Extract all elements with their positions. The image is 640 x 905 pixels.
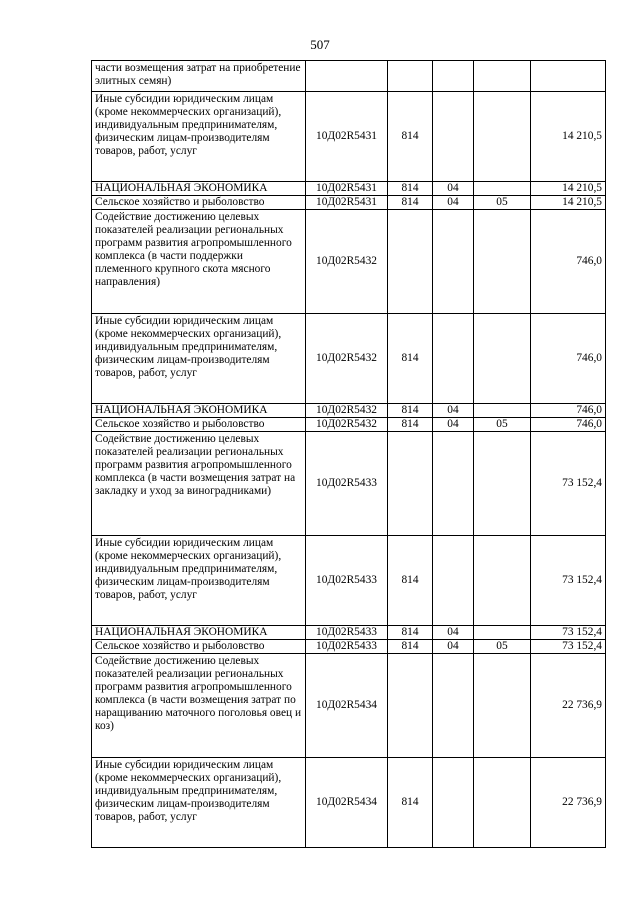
row-rz [433,654,474,758]
table-row [92,758,606,848]
row-pr [474,432,531,536]
row-rz [433,432,474,536]
row-amount: 22 736,9 [531,654,606,758]
row-name: Содействие достижению целевых показателей реализации региональных программ развития агропромышленного комплекса (в части поддержки племенного крупного скота мясного направления) [92,210,306,314]
table-row [92,418,606,432]
row-name: Сельское хозяйство и рыболовство [92,640,306,654]
row-amount: 73 152,4 [531,432,606,536]
row-amount: 746,0 [531,404,606,418]
row-pr [474,626,531,640]
row-rz [433,314,474,404]
table-row [92,626,606,640]
table-row [92,61,606,92]
row-vr: 814 [388,404,433,418]
row-vr: 814 [388,536,433,626]
row-amount: 14 210,5 [531,196,606,210]
row-code: 10Д02R5432 [306,314,388,404]
row-rz: 04 [433,404,474,418]
row-vr [388,654,433,758]
row-pr [474,92,531,182]
table-row [92,314,606,404]
row-name: Иные субсидии юридическим лицам (кроме некоммерческих организаций), индивидуальным предпринимателям, физическим лицам-производителям товаров, работ, услуг [92,536,306,626]
row-name: Содействие достижению целевых показателей реализации региональных программ развития агропромышленного комплекса (в части возмещения затрат по наращиванию маточного поголовья овец и коз) [92,654,306,758]
row-pr [474,758,531,848]
row-vr: 814 [388,626,433,640]
row-rz: 04 [433,196,474,210]
row-code: 10Д02R5432 [306,210,388,314]
table-row [92,182,606,196]
table-row [92,640,606,654]
row-code: 10Д02R5431 [306,182,388,196]
row-amount: 746,0 [531,418,606,432]
row-pr [474,210,531,314]
row-vr: 814 [388,182,433,196]
row-amount: 73 152,4 [531,626,606,640]
row-vr: 814 [388,418,433,432]
row-code: 10Д02R5432 [306,418,388,432]
row-name: НАЦИОНАЛЬНАЯ ЭКОНОМИКА [92,182,306,196]
row-vr: 814 [388,758,433,848]
row-rz [433,61,474,92]
row-code: 10Д02R5434 [306,654,388,758]
table-row [92,404,606,418]
row-name: части возмещения затрат на приобретение элитных семян) [92,61,306,92]
row-rz [433,92,474,182]
row-code: 10Д02R5433 [306,640,388,654]
row-vr: 814 [388,92,433,182]
row-amount [531,61,606,92]
row-name: Сельское хозяйство и рыболовство [92,196,306,210]
row-vr [388,432,433,536]
row-rz [433,758,474,848]
row-amount: 14 210,5 [531,92,606,182]
row-vr: 814 [388,314,433,404]
row-name: Иные субсидии юридическим лицам (кроме некоммерческих организаций), индивидуальным предпринимателям, физическим лицам-производителям товаров, работ, услуг [92,314,306,404]
row-name: НАЦИОНАЛЬНАЯ ЭКОНОМИКА [92,404,306,418]
row-code: 10Д02R5431 [306,92,388,182]
row-amount: 746,0 [531,210,606,314]
row-code: 10Д02R5434 [306,758,388,848]
budget-table [91,60,606,848]
row-rz [433,210,474,314]
row-amount: 746,0 [531,314,606,404]
page-number: 507 [310,37,330,52]
row-amount: 73 152,4 [531,640,606,654]
table-row [92,196,606,210]
row-vr: 814 [388,640,433,654]
row-code: 10Д02R5432 [306,404,388,418]
row-pr [474,536,531,626]
row-rz: 04 [433,640,474,654]
row-pr [474,61,531,92]
row-amount: 73 152,4 [531,536,606,626]
row-name: Иные субсидии юридическим лицам (кроме некоммерческих организаций), индивидуальным предпринимателям, физическим лицам-производителям товаров, работ, услуг [92,92,306,182]
table-row [92,654,606,758]
row-pr: 05 [474,640,531,654]
row-pr [474,182,531,196]
row-vr: 814 [388,196,433,210]
row-amount: 22 736,9 [531,758,606,848]
row-code: 10Д02R5433 [306,536,388,626]
row-pr: 05 [474,418,531,432]
row-name: Сельское хозяйство и рыболовство [92,418,306,432]
row-amount: 14 210,5 [531,182,606,196]
row-pr: 05 [474,196,531,210]
table-row [92,536,606,626]
row-code: 10Д02R5433 [306,432,388,536]
row-vr [388,61,433,92]
table-row [92,92,606,182]
row-name: Содействие достижению целевых показателей реализации региональных программ развития агропромышленного комплекса (в части возмещения затрат на закладку и уход за виноградниками) [92,432,306,536]
row-rz: 04 [433,418,474,432]
row-rz: 04 [433,626,474,640]
row-name: НАЦИОНАЛЬНАЯ ЭКОНОМИКА [92,626,306,640]
row-pr [474,404,531,418]
row-rz [433,536,474,626]
row-rz: 04 [433,182,474,196]
row-pr [474,654,531,758]
row-code: 10Д02R5431 [306,196,388,210]
table-row [92,432,606,536]
row-pr [474,314,531,404]
table-row [92,210,606,314]
row-name: Иные субсидии юридическим лицам (кроме некоммерческих организаций), индивидуальным предпринимателям, физическим лицам-производителям товаров, работ, услуг [92,758,306,848]
row-code [306,61,388,92]
row-vr [388,210,433,314]
row-code: 10Д02R5433 [306,626,388,640]
